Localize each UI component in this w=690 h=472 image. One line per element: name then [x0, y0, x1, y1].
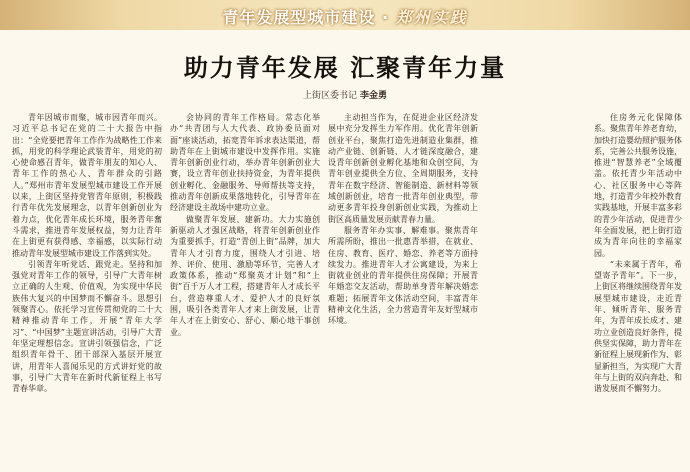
article-column-1 — [12, 112, 162, 472]
paragraph: 做聚青年发展、建新功。大力实施创新驱动人才强区战略，将青年创新创业作为重要抓手，打造“青创上街”品牌，加大青年人才引育力度，围绕人才引进、培养、评价、使用、激励等环节，完善人才政策体系，推动“郑聚英才计划”和“上街”百千万人才工程，搭建青年人才成长平台，营造尊重人才、爱护人才的良好氛围，吸引各类青年人才来上街发展，让青年人才在上街安心、舒心、顺心地干事创业。 — [170, 214, 320, 337]
banner-title — [0, 5, 690, 28]
banner-title-right: 郑州实践 — [395, 8, 468, 27]
top-banner — [0, 0, 690, 30]
banner-title-left: 青年发展型城市建设 — [222, 8, 376, 27]
byline-role: 上街区委书记 — [303, 91, 358, 101]
paragraph: “未来属于青年，希望寄予青年”。下一步，上街区将继续围绕青年发展型城市建设，走近青年、倾听青年、服务青年，为青年成长成才、建功立业创造良好条件，提供坚实保障，助力青年在新征程上展现新作为、彰显新担当，为实现广大青年与上街的双向奔赴、和谐发展而不懈努力。 — [594, 259, 682, 394]
article-column-3 — [328, 112, 478, 472]
article-byline — [0, 88, 690, 101]
paragraph: 会协同的青年工作格局。常态化举办“共青团与人大代表、政协委员面对面”座谈活动，拓宽青年诉求表达渠道，帮助青年在上街城市建设中发挥作用。实施青年创新创业行动，举办青年创新创业大赛，设立青年创业扶持资金，为青年提供创业孵化、金融服务、导师帮扶等支持，推动青年创新成果落地转化，引导青年在经济建设主战场中建功立业。 — [170, 113, 320, 213]
article-column-2 — [170, 112, 320, 472]
paragraph: 服务青年办实事、解难事。聚焦青年所需所盼，推出一批惠青举措，在就业、住房、教育、医疗、婚恋、养老等方面持续发力。推进青年人才公寓建设，为来上街就业创业的青年提供住房保障；开展青年婚恋交友活动，帮助单身青年解决婚恋难题；拓展青年文体活动空间，丰富青年精神文化生活，全力营造青年友好型城市环境。 — [328, 225, 478, 326]
paragraph: 青年因城市而聚，城市因青年而兴。习近平总书记在党的二十大报告中指出：“全党要把青年工作作为战略性工作来抓，用党的科学理论武装青年，用党的初心使命感召青年，做青年朋友的知心人、青年工作的热心人、青年群众的引路人。”郑州市青年发展型城市建设工作开展以来，上街区坚持党管青年原则，积极践行青年优先发展理念，以青年创新创业为着力点，优化青年成长环境，服务青年奮斗需求，推进青年发展权益，努力让青年在上街更有获得感、幸福感，以实际行动推动青年发展型城市建设工作落到实处。 — [12, 113, 162, 258]
paragraph: 引领青年听党话、跟党走。坚持和加强党对青年工作的领导，引导广大青年树立正确的人生观、价值观，为实现中华民族伟大复兴的中国梦而不懈奋斗。思想引领聚青心。依托学习宣传贯彻党的二十大精神推动青年工作，开展“青年大学习”、“中国梦”主题宣讲活动，引导广大青年坚定理想信念。宣讲引领强信念，广泛组织青年骨干、团干部深入基层开展宣讲，用青年人喜闻乐见的方式讲好党的故事，引导广大青年在新时代新征程上书写青春华章。 — [12, 259, 162, 394]
article-column-4 — [594, 112, 682, 472]
banner-dot: · — [381, 8, 390, 27]
paragraph: 住房务元化保障体系。聚焦青年养老育幼，加快打造婴幼照护服务体系，完善公共服务设施，推进“智慧养老”全域覆盖。依托青少年活动中心、社区服务中心等阵地，打造青少年校外教育实践基地，开展丰富多彩的青少年活动，促进青少年全面发展，把上街打造成为青年向往的幸福家园。 — [594, 113, 682, 258]
byline-author: 李金勇 — [359, 91, 387, 101]
paragraph: 主动担当作为，在促进企业区经济发展中充分发挥生力军作用。优化青年创新创业平台，聚焦打造先进制造业集群，推动产业链、创新链、人才链深度融合，建设青年创新创业孵化基地和众创空间，为青年创业提供全方位、全周期服务，支持青年在数字经济、智能制造、新材料等领域创新创业，培育一批青年创业典型，带动更多青年投身创新创业实践，为推动上街区高质量发展贡献青春力量。 — [328, 113, 478, 224]
article-headline: 助力青年发展 汇聚青年力量 — [183, 54, 507, 82]
